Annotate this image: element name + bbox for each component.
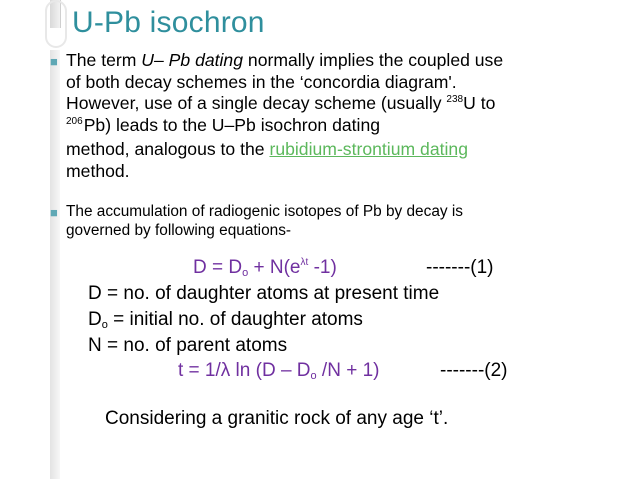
equation-2 [178, 360, 379, 382]
b1-text: normally implies the coupled use [243, 50, 504, 70]
b1-line-3 [66, 93, 626, 115]
definition-n: N = no. of parent atoms [88, 335, 288, 356]
equation-1 [193, 257, 337, 279]
eq1-text: D = D [193, 257, 243, 278]
b1-line-6: method. [66, 160, 130, 181]
b1-text: The term [66, 50, 142, 70]
equation-2-tag: -------(2) [440, 360, 508, 381]
rubidium-strontium-link[interactable]: rubidium-strontium dating [269, 139, 468, 159]
b1-line-4 [66, 115, 626, 140]
bullet-icon: ■ [50, 205, 58, 220]
b1-text: Pb) leads to the U–Pb isochron dating [83, 114, 381, 135]
b1-superscript: 206 [66, 115, 83, 127]
eq1-subscript: o [242, 267, 249, 279]
b1-text: U to [463, 93, 496, 113]
b1-text: However, use of a single decay scheme (usually [66, 93, 447, 113]
b1-text: method, analogous to the [66, 139, 270, 159]
definition-d0 [88, 309, 363, 331]
eq2-text: t = 1/λ ln (D – D [178, 360, 311, 381]
eq2-text: /N + 1) [316, 360, 380, 381]
closing-sentence: Considering a granitic rock of any age ‘t’. [105, 408, 449, 429]
decorative-rail-bottom [50, 50, 60, 479]
definition-d: D = no. of daughter atoms at present time [88, 283, 440, 304]
b2-line-1: The accumulation of radiogenic isotopes of Pb by decay is [66, 203, 463, 220]
b1-italic-term: U– Pb dating [141, 50, 244, 70]
bullet-paragraph-2 [50, 202, 626, 240]
eq2-subscript: o [310, 370, 317, 382]
b2-line-2: governed by following equations- [66, 222, 292, 239]
b1-line-5 [66, 139, 626, 161]
eq1-text: + N(e [248, 257, 301, 278]
bullet-icon: ■ [50, 54, 58, 69]
slide-title: U-Pb isochron [72, 6, 265, 39]
def-d0-subscript: o [101, 319, 108, 331]
b1-line-2: of both decay schemes in the ‘concordia diagram'. [66, 71, 457, 92]
def-d0-text: = initial no. of daughter atoms [107, 309, 363, 330]
title-ring-decoration [45, 0, 67, 48]
b1-superscript: 238 [446, 94, 464, 105]
eq1-text: -1) [308, 257, 337, 278]
equation-1-tag: -------(1) [426, 257, 494, 278]
def-d0-text: D [88, 309, 102, 330]
b1-line-1 [66, 50, 626, 72]
eq1-superscript: λt [300, 257, 309, 268]
bullet-paragraph-1 [50, 50, 626, 182]
